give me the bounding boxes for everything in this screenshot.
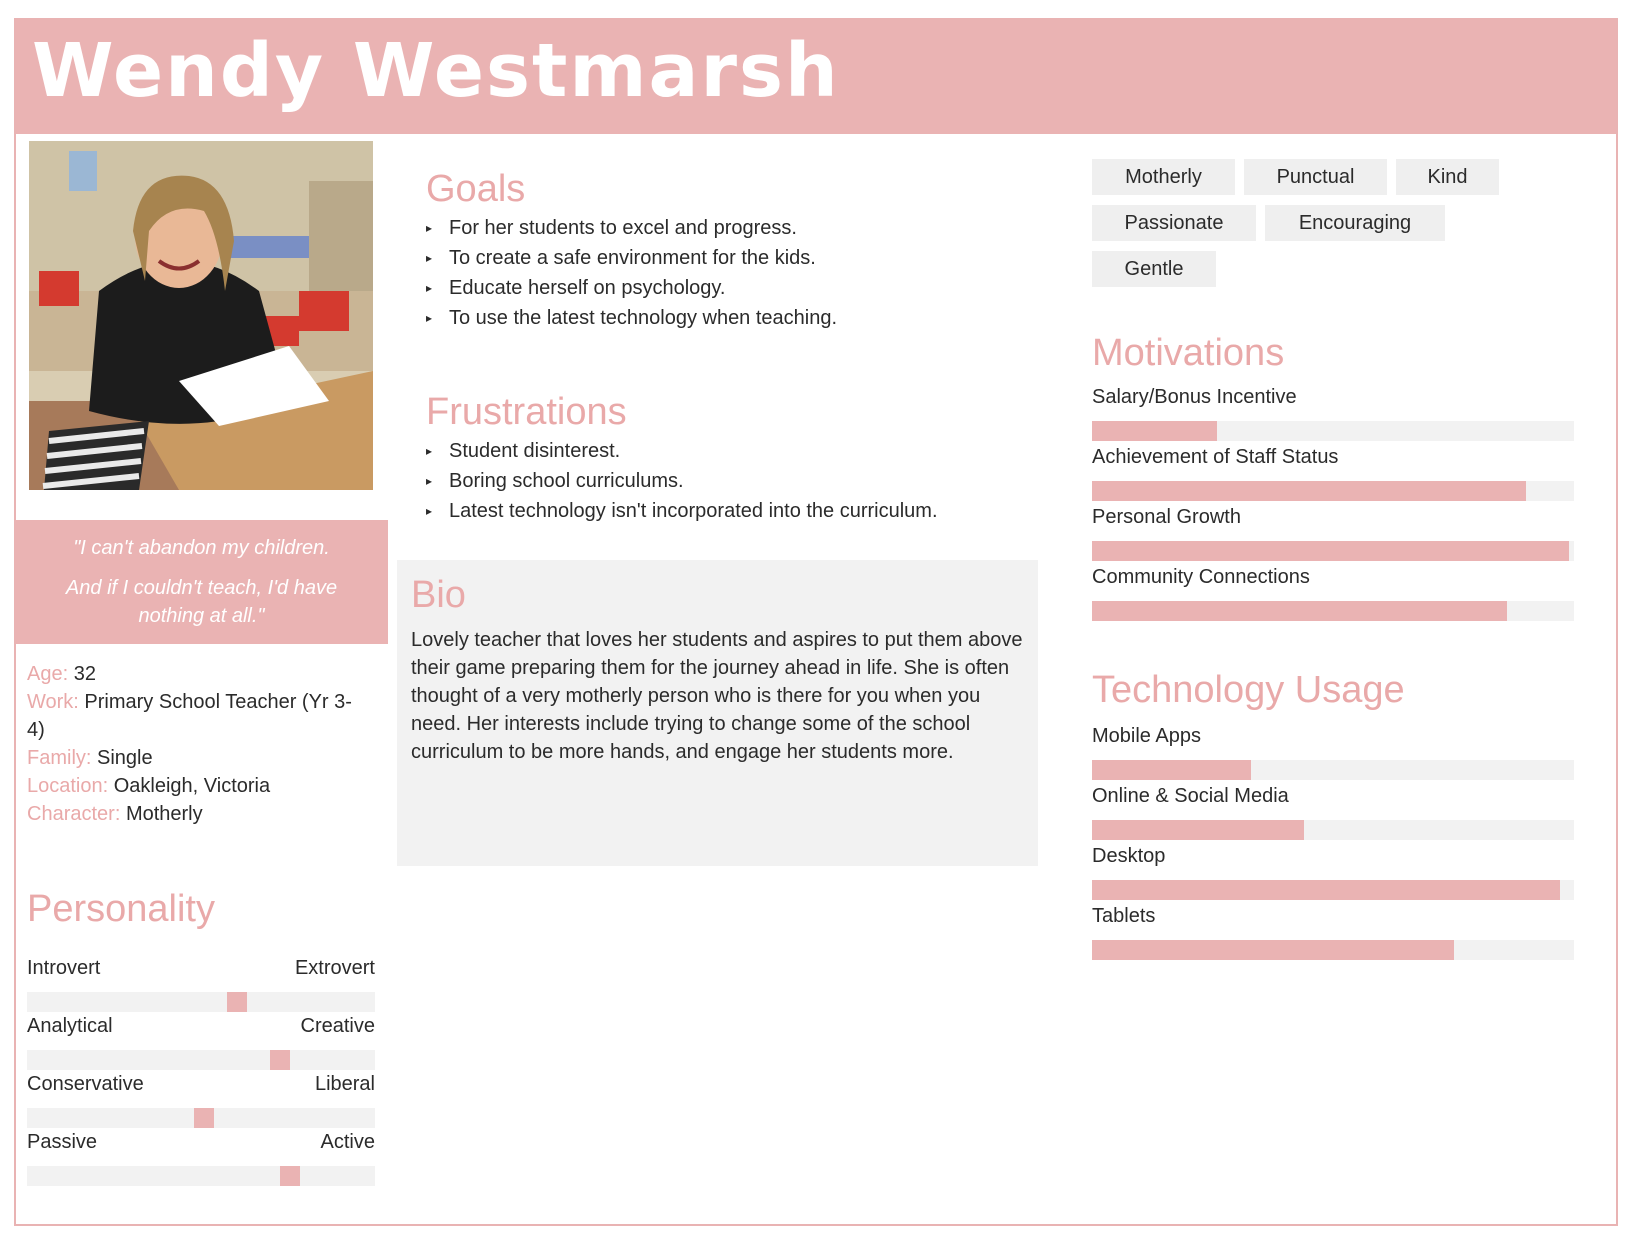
goals-title: Goals — [426, 168, 526, 210]
fact-value: Primary School Teacher (Yr 3-4) — [27, 691, 352, 741]
frustrations-list — [426, 436, 938, 526]
fact-value: Oakleigh, Victoria — [113, 775, 271, 797]
trait-tag: Punctual — [1244, 159, 1387, 195]
scale-left-label: Analytical — [27, 1015, 113, 1037]
bar-label: Personal Growth — [1092, 506, 1241, 528]
technology-bar — [1092, 904, 1574, 966]
motivation-bar — [1092, 385, 1574, 447]
persona-name: Wendy Westmarsh — [32, 28, 840, 114]
motivation-bar — [1092, 505, 1574, 567]
quote-line-1: "I can't abandon my children. — [73, 537, 330, 559]
bar-fill — [1092, 601, 1507, 621]
header-banner — [16, 20, 1616, 134]
trait-tag: Gentle — [1092, 251, 1216, 287]
scale-track — [27, 1050, 375, 1070]
bio-text: Lovely teacher that loves her students and aspires to put them above their game preparing them for the journey ahead in life. She is often thought of a very motherly person who is there for you when you need. Her interests include trying to change some of the school curriculum to be more hands, and engage her students more. — [411, 629, 1023, 763]
bar-fill — [1092, 880, 1560, 900]
trait-tag: Encouraging — [1265, 205, 1445, 241]
fact-key: Age: — [27, 663, 69, 685]
bar-label: Mobile Apps — [1092, 725, 1201, 747]
bar-fill — [1092, 421, 1217, 441]
fact-key: Work: — [27, 691, 79, 713]
persona-photo — [29, 141, 373, 490]
goal-item: ▸ To create a safe environment for the kids. — [426, 243, 837, 273]
goal-item: ▸ Educate herself on psychology. — [426, 273, 837, 303]
fact-key: Location: — [27, 775, 109, 797]
bar-track — [1092, 820, 1574, 840]
scale-left-label: Conservative — [27, 1073, 144, 1095]
personality-title: Personality — [27, 888, 215, 930]
technology-bar — [1092, 784, 1574, 846]
bar-track — [1092, 760, 1574, 780]
fact-location — [27, 772, 367, 800]
bar-track — [1092, 601, 1574, 621]
personality-scale — [27, 956, 375, 1014]
frustrations-title: Frustrations — [426, 391, 627, 433]
scale-right-label: Creative — [300, 1015, 375, 1037]
trait-tag: Motherly — [1092, 159, 1235, 195]
technology-bar — [1092, 844, 1574, 906]
bar-label: Desktop — [1092, 845, 1166, 867]
bar-label: Online & Social Media — [1092, 785, 1289, 807]
personality-scale — [27, 1130, 375, 1188]
fact-value: Motherly — [125, 803, 203, 825]
bar-track — [1092, 481, 1574, 501]
bar-track — [1092, 940, 1574, 960]
bio-title: Bio — [411, 574, 466, 616]
frustration-item: ▸ Student disinterest. — [426, 436, 938, 466]
bar-fill — [1092, 481, 1526, 501]
bio-panel — [397, 560, 1038, 866]
scale-right-label: Extrovert — [294, 957, 375, 979]
technology-title: Technology Usage — [1092, 669, 1405, 711]
scale-marker — [270, 1050, 290, 1070]
scale-left-label: Passive — [27, 1131, 98, 1153]
scale-right-label: Active — [320, 1131, 375, 1153]
bar-label: Community Connections — [1092, 566, 1310, 588]
persona-facts — [27, 660, 367, 828]
fact-character — [27, 800, 367, 828]
goal-item: ▸ To use the latest technology when teaching. — [426, 303, 837, 333]
fact-key: Character: — [27, 803, 121, 825]
motivation-bar — [1092, 445, 1574, 507]
bar-track — [1092, 421, 1574, 441]
scale-track — [27, 1108, 375, 1128]
scale-right-label: Liberal — [314, 1073, 375, 1095]
frustration-item: ▸ Boring school curriculums. — [426, 466, 938, 496]
bar-label: Tablets — [1092, 905, 1156, 927]
classroom-portrait-illustration — [29, 141, 373, 490]
fact-value: 32 — [73, 663, 96, 685]
frustration-item: ▸ Latest technology isn't incorporated into the curriculum. — [426, 496, 938, 526]
scale-left-label: Introvert — [27, 957, 101, 979]
motivations-title: Motivations — [1092, 332, 1285, 374]
goal-item: ▸ For her students to excel and progress. — [426, 213, 837, 243]
fact-age — [27, 660, 367, 688]
bar-track — [1092, 880, 1574, 900]
bar-label: Achievement of Staff Status — [1092, 446, 1339, 468]
fact-key: Family: — [27, 747, 92, 769]
personality-scale — [27, 1014, 375, 1072]
scale-marker — [194, 1108, 214, 1128]
scale-marker — [227, 992, 247, 1012]
bar-fill — [1092, 940, 1454, 960]
fact-family — [27, 744, 367, 772]
bar-label: Salary/Bonus Incentive — [1092, 386, 1297, 408]
bar-track — [1092, 541, 1574, 561]
persona-quote — [15, 520, 388, 644]
trait-tag: Kind — [1396, 159, 1499, 195]
bar-fill — [1092, 760, 1251, 780]
personality-scale — [27, 1072, 375, 1130]
motivation-bar — [1092, 565, 1574, 627]
technology-bar — [1092, 724, 1574, 786]
scale-track — [27, 1166, 375, 1186]
scale-marker — [280, 1166, 300, 1186]
goals-list — [426, 213, 837, 333]
fact-work — [27, 688, 367, 744]
scale-track — [27, 992, 375, 1012]
bar-fill — [1092, 820, 1304, 840]
fact-value: Single — [97, 747, 153, 769]
bar-fill — [1092, 541, 1569, 561]
quote-line-2: And if I couldn't teach, I'd have nothing at all." — [65, 577, 338, 627]
trait-tag: Passionate — [1092, 205, 1256, 241]
